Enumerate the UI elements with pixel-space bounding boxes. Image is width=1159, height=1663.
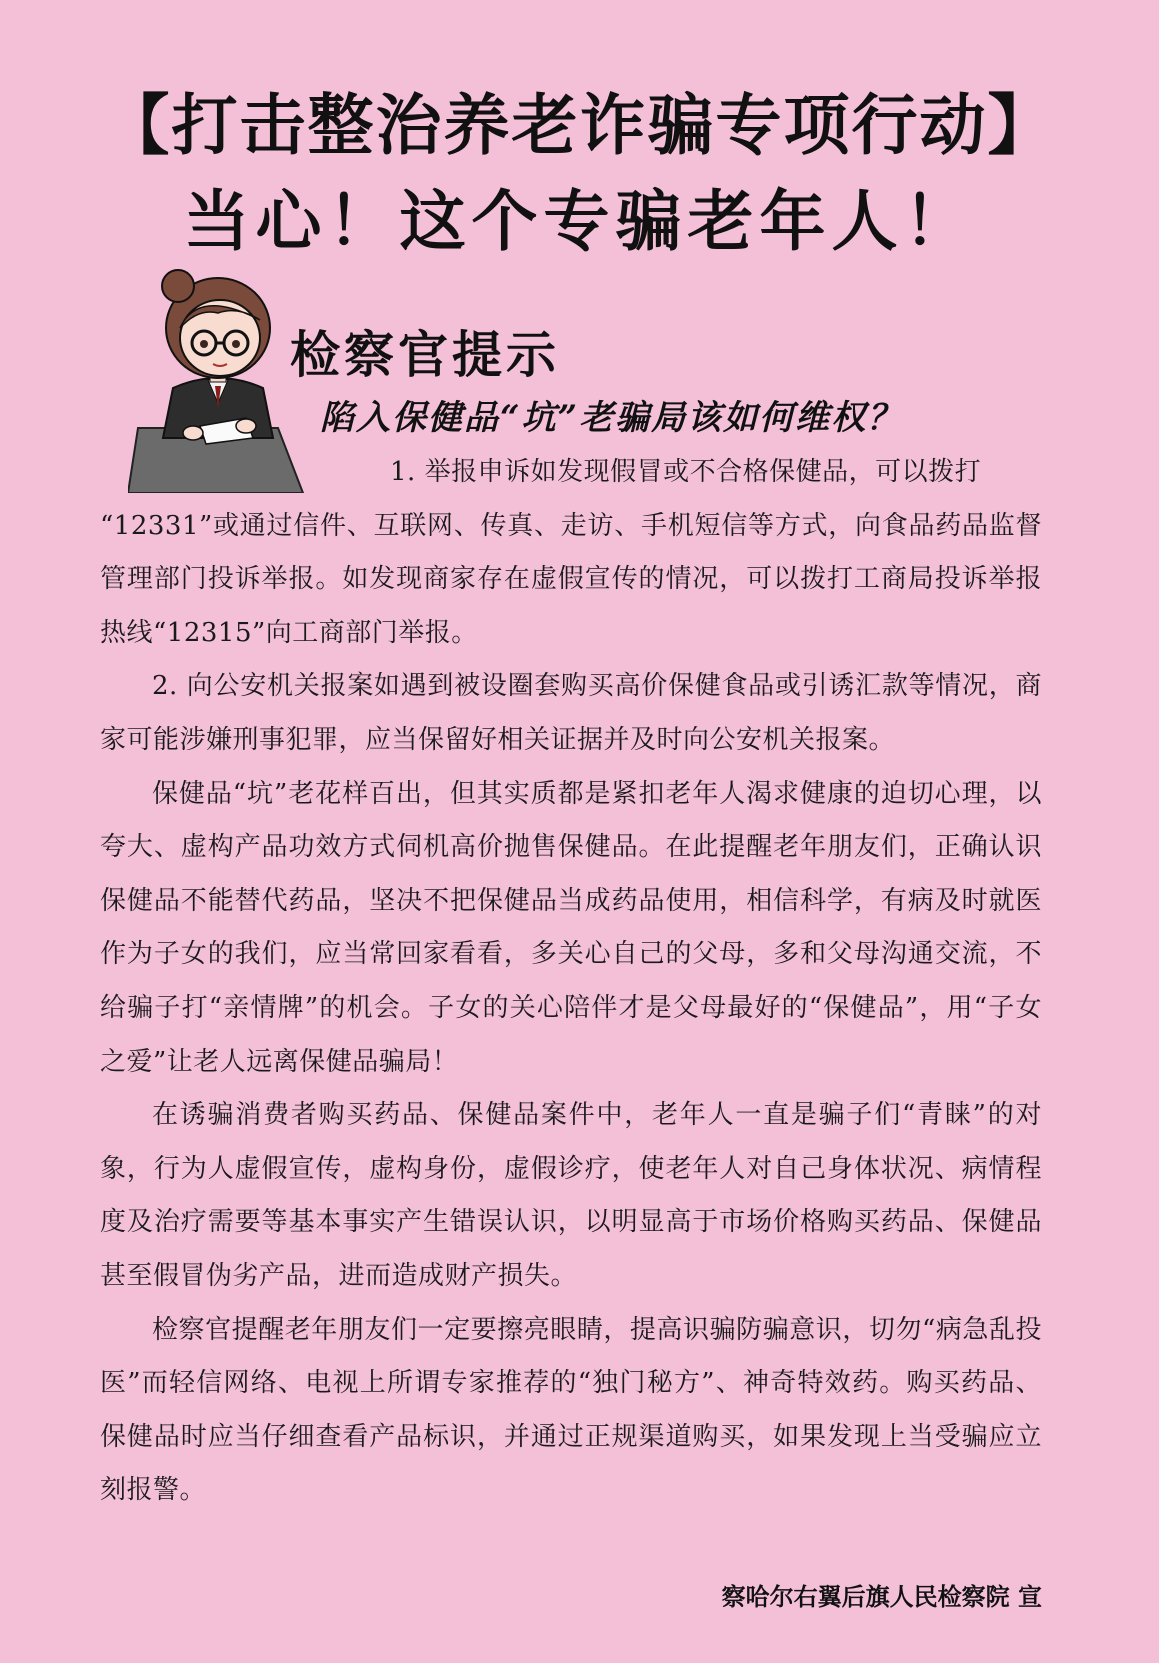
paragraph-1-first-line: 1. 举报申诉如发现假冒或不合格保健品，可以拨打 [390, 457, 982, 487]
paragraph-1-rest: “12331”或通过信件、互联网、传真、走访、手机短信等方式，向食品药品监督管理部门投诉举报。如发现商家存在虚假宣传的情况，可以拨打工商局投诉举报热线“12315”向工商部门举报。 [100, 510, 1042, 648]
tip-heading: 检察官提示 [290, 326, 560, 384]
title-line-2: 当心！这个专骗老年人！ [183, 183, 976, 260]
paragraph-5: 检察官提醒老年朋友们一定要擦亮眼睛，提高识骗防骗意识，切勿“病急乱投医”而轻信网络、电视上所谓专家推荐的“独门秘方”、神奇特效药。购买药品、保健品时应当仔细查看产品标识，并通过正规渠道购买，如果发现上当受骗应立刻报警。 [100, 1314, 1042, 1506]
article-body [100, 446, 1042, 1518]
issuer-signature: 察哈尔右翼后旗人民检察院 宣 [721, 1583, 1042, 1611]
title-line-1: 【打击整治养老诈骗专项行动】 [103, 87, 1056, 164]
paragraph-3: 保健品“坑”老花样百出，但其实质都是紧扣老年人渴求健康的迫切心理，以夸大、虚构产品功效方式伺机高价抛售保健品。在此提醒老年朋友们，正确认识保健品不能替代药品，坚决不把保健品当成药品使用，相信科学，有病及时就医作为子女的我们，应当常回家看看，多关心自己的父母，多和父母沟通交流，不给骗子打“亲情牌”的机会。子女的关心陪伴才是父母最好的“保健品”，用“子女之爱”让老人远离保健品骗局！ [100, 778, 1042, 1077]
paragraph-2: 2. 向公安机关报案如遇到被设圈套购买高价保健食品或引诱汇款等情况，商家可能涉嫌刑事犯罪，应当保留好相关证据并及时向公安机关报案。 [100, 671, 1042, 755]
tip-subheading: 陷入保健品“坑”老骗局该如何维权？ [320, 398, 904, 438]
paragraph-4: 在诱骗消费者购买药品、保健品案件中，老年人一直是骗子们“青睐”的对象，行为人虚假宣传，虚构身份，虚假诊疗，使老年人对自己身体状况、病情程度及治疗需要等基本事实产生错误认识，以明显高于市场价格购买药品、保健品甚至假冒伪劣产品，进而造成财产损失。 [100, 1100, 1042, 1291]
